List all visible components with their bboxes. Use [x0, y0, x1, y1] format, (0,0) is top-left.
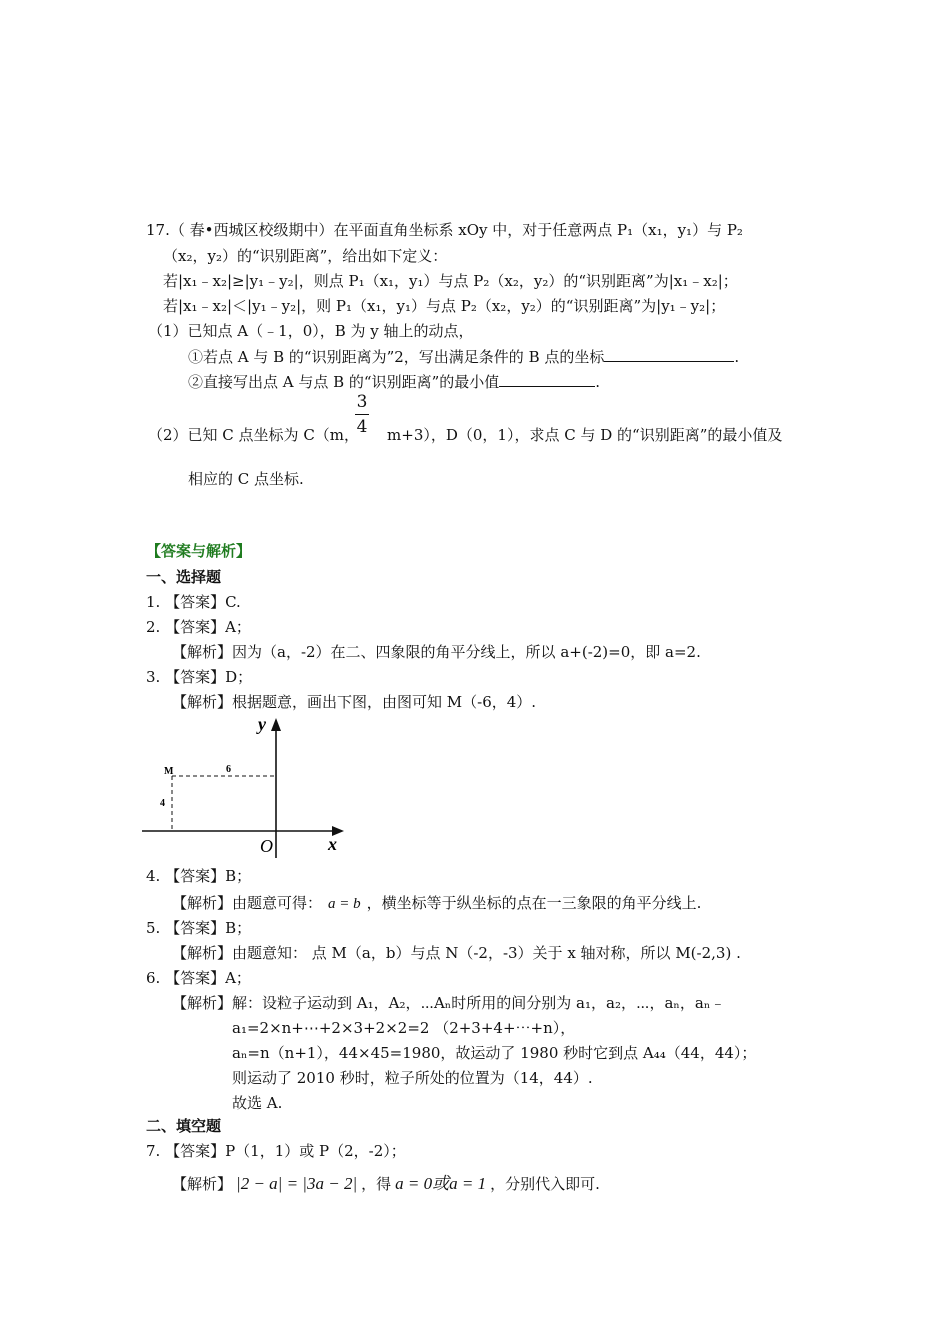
a7-exp-pre: 【解析】	[172, 1175, 233, 1193]
a4-math: a = b	[328, 896, 361, 912]
q17-sub1-text: ①若点 A 与 B 的“识别距离为”2，写出满足条件的 B 点的坐标	[188, 348, 605, 366]
point-m-label: M	[164, 766, 174, 777]
y-axis-arrow	[271, 718, 281, 731]
answer-6-explanation-4: 则运动了 2010 秒时，粒子所处的位置为（14，44）.	[232, 1069, 593, 1087]
q17-part2	[148, 425, 782, 445]
a7-math-1: |2 − a| = |3a − 2|	[236, 1174, 358, 1193]
a7-math-2: a = 0或a = 1	[395, 1174, 487, 1193]
x-label: x	[328, 834, 337, 854]
q17-sub1-end: .	[734, 348, 740, 366]
q17-line3: 若|x₁﹣x₂|≥|y₁﹣y₂|，则点 P₁（x₁，y₁）与点 P₂（x₂，y₂）的“识别距离”为|x₁﹣x₂|；	[163, 272, 738, 290]
y-label: y	[258, 714, 266, 734]
q17-part1: （1）已知点 A（﹣1，0），B 为 y 轴上的动点，	[148, 322, 474, 340]
answer-7-explanation	[172, 1174, 600, 1194]
answer-3-explanation: 【解析】根据题意，画出下图，由图可知 M（-6，4）.	[172, 693, 537, 711]
vertical-length-label: 4	[160, 798, 165, 809]
origin-label: O	[260, 836, 273, 856]
fraction-denominator: 4	[356, 417, 368, 437]
answer-2-explanation: 【解析】因为（a，-2）在二、四象限的角平分线上，所以 a+(-2)=0，即 a=2.	[172, 643, 701, 661]
answer-6-explanation-5: 故选 A.	[232, 1094, 283, 1112]
q17-part2-c: 相应的 C 点坐标.	[188, 470, 304, 488]
q17-line1: 17.（ 春•西城区校级期中）在平面直角坐标系 xOy 中，对于任意两点 P₁（x₁，y₁）与 P₂	[146, 221, 743, 239]
q17-part2-a: （2）已知 C 点坐标为 C（m，	[148, 426, 360, 444]
answer-7: 7. 【答案】P（1，1）或 P（2，-2）；	[146, 1142, 406, 1160]
answer-blank-1[interactable]	[604, 346, 734, 362]
section-fill: 二、填空题	[146, 1117, 222, 1135]
answer-5: 5. 【答案】B；	[146, 919, 252, 937]
answer-4: 4. 【答案】B；	[146, 867, 252, 885]
answer-6-explanation-2: a₁=2×n+⋯+2×3+2×2=2 （2+3+4+⋯+n），	[232, 1019, 576, 1037]
answer-6: 6. 【答案】A；	[146, 969, 251, 987]
answer-6-explanation-3: aₙ=n（n+1），44×45=1980，故运动了 1980 秒时它到点 A₄₄（44，44）；	[232, 1044, 757, 1062]
answer-2: 2. 【答案】A；	[146, 618, 251, 636]
a7-mid: ，得	[361, 1175, 392, 1193]
answer-6-explanation-1: 【解析】解：设粒子运动到 A₁，A₂，⋯Aₙ时所用的间分别为 a₁，a₂，⋯，aₙ，aₙ﹣	[172, 994, 726, 1012]
answer-5-explanation: 【解析】由题意知： 点 M（a，b）与点 N（-2，-3）关于 x 轴对称，所以 M(-2,3) .	[172, 944, 741, 962]
horizontal-length-label: 6	[226, 764, 231, 775]
fraction-three-quarters	[355, 392, 369, 437]
a7-exp-post: ，分别代入即可.	[490, 1175, 600, 1193]
q17-sub2-text: ②直接写出点 A 与点 B 的“识别距离”的最小值	[188, 373, 500, 391]
answers-heading: 【答案与解析】	[146, 542, 252, 560]
q17-sub2-end: .	[595, 373, 601, 391]
q17-part2-b: m+3），D（0，1），求点 C 与 D 的“识别距离”的最小值及	[387, 426, 783, 444]
q17-line2: （x₂，y₂）的“识别距离”，给出如下定义：	[163, 247, 448, 265]
coordinate-figure	[140, 712, 350, 860]
answer-1: 1. 【答案】C.	[146, 593, 241, 611]
fraction-numerator: 3	[356, 392, 368, 412]
q17-sub1	[188, 346, 739, 367]
q17-line4: 若|x₁﹣x₂|＜|y₁﹣y₂|，则 P₁（x₁，y₁）与点 P₂（x₂，y₂）的“识别距离”为|y₁﹣y₂|；	[163, 297, 726, 315]
q17-sub2	[188, 371, 600, 392]
answer-blank-2[interactable]	[499, 371, 595, 387]
section-choice: 一、选择题	[146, 568, 222, 586]
a4-exp-pre: 【解析】由题意可得：	[172, 894, 323, 912]
answer-3: 3. 【答案】D；	[146, 668, 253, 686]
answer-4-explanation	[172, 893, 701, 914]
a4-exp-post: ，横坐标等于纵坐标的点在一三象限的角平分线上.	[366, 894, 702, 912]
